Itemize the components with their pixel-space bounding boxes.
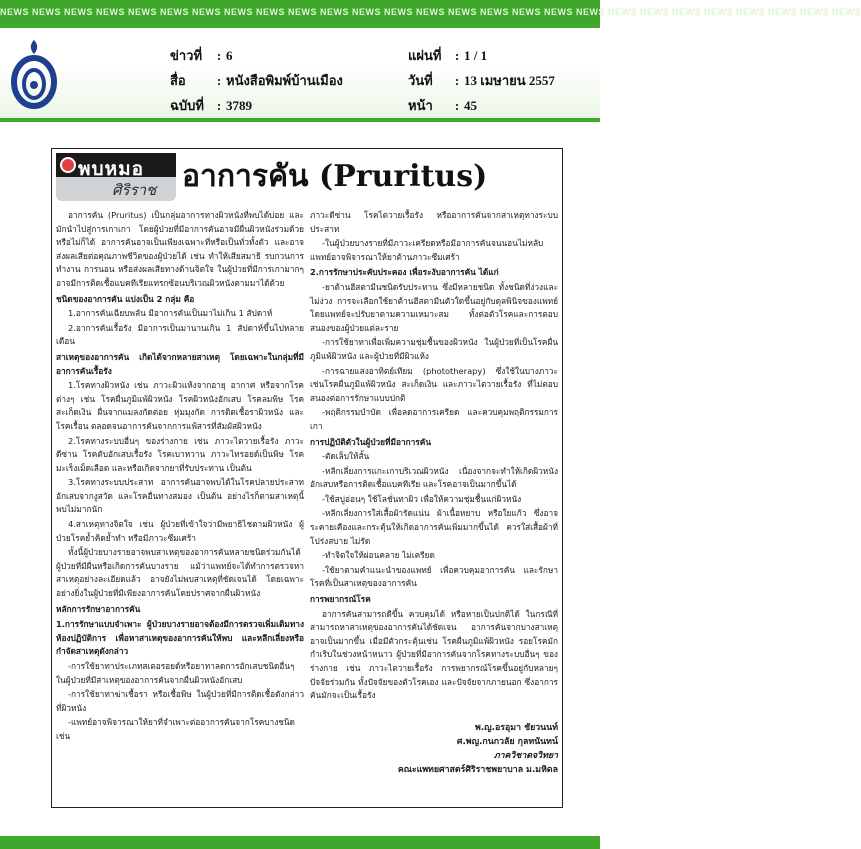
news-banner-text: NEWS NEWS NEWS NEWS NEWS NEWS NEWS NEWS NEWS NEWS NEWS NEWS NEWS NEWS NEWS NEWS NEWS NEWS NEWS NEWS NEWS NEWS NEWS NEWS NEWS NEWS NEWS bbox=[0, 7, 861, 17]
article-paragraph: -แพทย์อาจพิจารณาให้ยาที่จำเพาะต่ออาการคันจากโรคบางชนิด เช่น bbox=[56, 717, 295, 741]
article-paragraph: อาการคันสามารถดีขึ้น ควบคุมได้ หรือหายเป็นปกติได้ ในกรณีที่สามารถหาสาเหตุของอาการคันได้ชัดเจน อาการคันจากบางสาเหตุอาจเป็นมากขึ้น เมื่อมีตัวกระตุ้นเช่น โรคผื่นภูมิแพ้ผิวหนัง รอยโรคมักกำเริบในช่วงหน้าหนาว ผู้ป่วยที่มีอาการคันจากโรคทางระบบอื่นๆ ของร่างกาย เช่น ภาวะไตวายเรื้อรัง การพยากรณ์โรคขึ้นอยู่กับหลายๆ ปัจจัยร่วมกัน ทั้งปัจจัยของตัวโรคเอง และปัจจัยจากภายนอก ซึ่งอาการคันมักจะเป็นเรื้อรัง bbox=[310, 608, 558, 701]
coauthor-name: ศ.พญ.กนกวลัย กุลทนันทน์ bbox=[456, 737, 558, 747]
page-number: หน้า : 45 bbox=[408, 98, 477, 113]
article-paragraph: -การฉายแสงอาทิตย์เทียม (phototherapy) ซึ่งใช้ในบางภาวะ เช่นโรคผื่นภูมิแพ้ผิวหนัง สะเก็ดเงิน และภาวะไตวายเรื้อรัง ที่ไม่ตอบสนองต่อการรักษาแบบปกติ bbox=[310, 365, 558, 403]
article-paragraph: -พฤติกรรมบำบัด เพื่อลดอาการเครียด และควบคุมพฤติกรรมการเกา bbox=[310, 407, 558, 431]
article-paragraph: -การใช้ยาทาประเภทสเตอรอยด์หรือยาทาลดการอักเสบชนิดอื่นๆ ในผู้ป่วยที่มีสาเหตุของอาการคันจากผื่นผิวหนังอักเสบ bbox=[56, 661, 295, 685]
article-paragraph: ทั้งนี้ผู้ป่วยบางรายอาจพบสาเหตุของอาการคันหลายชนิดร่วมกันได้ ผู้ป่วยที่มีผื่นหรือเกิดการคันบางราย แม้ว่าแพทย์จะได้ทำการตรวจหาสาเหตุอย่างละเอียดแล้ว อาจยังไม่พบสาเหตุที่ชัดเจนได้ โดยเฉพาะอย่างยิ่งในผู้ป่วยที่มีเพียงอาการคันโดยปราศจากผื่นผิวหนัง bbox=[56, 547, 304, 599]
article-paragraph: ชนิดของอาการคัน แบ่งเป็น 2 กลุ่ม คือ bbox=[56, 293, 195, 304]
university-seal-icon bbox=[10, 38, 58, 110]
column-title: พบหมอ bbox=[78, 159, 145, 180]
article-paragraph: -ในผู้ป่วยบางรายที่มีภาวะเครียดหรือมีอาการคันจนนอนไม่หลับ แพทย์อาจพิจารณาให้ยาต้านภาวะซึมเศร้า bbox=[310, 238, 544, 262]
article-paragraph: ภาวะดีซ่าน โรคไตวายเรื้อรัง หรืออาการคันจากสาเหตุทางระบบประสาท bbox=[310, 210, 558, 234]
article-paragraph: การพยากรณ์โรค bbox=[310, 594, 371, 605]
article-paragraph: 1.อาการคันเฉียบพลัน มีอาการคันเป็นมาไม่เกิน 1 สัปดาห์ bbox=[68, 308, 273, 319]
article-paragraph: 4.สาเหตุทางจิตใจ เช่น ผู้ป่วยที่เข้าใจว่ามีพยาธิไชตามผิวหนัง ผู้ป่วยโรคย้ำคิดย้ำทำ หรือมีภาวะซึมเศร้า bbox=[56, 519, 304, 543]
column-subtitle: ศิริราช bbox=[112, 183, 157, 199]
column-banner bbox=[56, 153, 176, 201]
article-headline: อาการคัน (Pruritus) bbox=[182, 159, 488, 194]
media-source-value: หนังสือพิมพ์บ้านเมือง bbox=[226, 73, 343, 88]
bottom-band bbox=[0, 836, 600, 849]
issue-number-value: 3789 bbox=[226, 98, 252, 113]
article-paragraph: -หลีกเลี่ยงการใส่เสื้อผ้ารัดแน่น ผ้าเนื้อหยาบ หรือใยแก้ว ซึ่งอาจระคายเคืองและกระตุ้นให้เกิดอาการคันเพิ่มมากขึ้นได้ ควรใส่เสื้อผ้าที่โปร่งสบาย ไม่รัด bbox=[310, 508, 558, 546]
stethoscope-icon bbox=[60, 157, 76, 173]
top-news-band bbox=[0, 0, 861, 28]
page-number-value: 45 bbox=[464, 98, 477, 113]
article-paragraph: การปฏิบัติตัวในผู้ป่วยที่มีอาการคัน bbox=[310, 436, 431, 447]
article-paragraph: สาเหตุของอาการคัน เกิดได้จากหลายสาเหตุ โดยเฉพาะในกลุ่มที่มีอาการคันเรื้อรัง bbox=[56, 351, 304, 376]
article-paragraph: -ยาต้านฮีสตามีนชนิดรับประทาน ซึ่งมีหลายชนิด ทั้งชนิดที่ง่วงและไม่ง่วง การจะเลือกใช้ยาต้านฮีสตามีนตัวใดขึ้นอยู่กับดุลพินิจของแพทย์ โดยแพทย์จะปรับยาตามความเหมาะสม ทั้งต่อตัวโรคและการตอบสนองของผู้ป่วยแต่ละราย bbox=[310, 281, 558, 333]
article-paragraph: 2.การรักษาประคับประคอง เพื่อระงับอาการคัน ได้แก่ bbox=[310, 267, 499, 278]
article-paragraph: -ใช้สบู่อ่อนๆ ใช้โลชั่นทาผิว เพื่อให้ความชุ่มชื้นแก่ผิวหนัง bbox=[322, 493, 522, 504]
sheet-number: แผ่นที่ : 1 / 1 bbox=[408, 48, 488, 63]
article-paragraph: -การใช้ยาทาเพื่อเพิ่มความชุ่มชื้นของผิวหนัง ในผู้ป่วยที่เป็นโรคผื่นภูมิแพ้ผิวหนัง และผู้ป่วยที่มีผิวแห้ง bbox=[310, 337, 558, 361]
article-paragraph: -ตัดเล็บให้สั้น bbox=[322, 451, 370, 462]
sheet-number-value: 1 / 1 bbox=[464, 48, 488, 63]
article-paragraph: -ใช้ยาตามคำแนะนำของแพทย์ เพื่อควบคุมอาการคัน และรักษาโรคที่เป็นสาเหตุของอาการคัน bbox=[310, 564, 558, 589]
news-number: ข่าวที่ : 6 bbox=[170, 48, 233, 63]
article-paragraph: 2.อาการคันเรื้อรัง มีอาการเป็นมานานเกิน 1 สัปดาห์ขึ้นไปหลายเดือน bbox=[56, 322, 304, 347]
media-source: สื่อ : หนังสือพิมพ์บ้านเมือง bbox=[170, 73, 343, 88]
article-paragraph: 2.โรคทางระบบอื่นๆ ของร่างกาย เช่น ภาวะไตวายเรื้อรัง ภาวะดีซ่าน โรคตับอักเสบเรื้อรัง โรคเบาหวาน ภาวะไทรอยด์เป็นพิษ โรคมะเร็งเม็ดเลือด และหรือเกิดจากยาที่รับประทาน เป็นต้น bbox=[56, 435, 304, 473]
article-paragraph: หลักการรักษาอาการคัน bbox=[56, 603, 141, 614]
author-signature bbox=[310, 721, 558, 777]
article-paragraph: อาการคัน (Pruritus) เป็นกลุ่มอาการทางผิวหนังที่พบได้บ่อย และมักนำไปสู่การเกาเกา โดยผู้ป่วยที่มีอาการคันอาจมีผื่นผิวหนังร่วมด้วยหรือไม่ก็ได้ อาการคันอาจเป็นเพียงเฉพาะที่หรือเป็นทั่วทั้งตัว และอาจส่งผลเสียต่อคุณภาพชีวิตของผู้ป่วยได้ เช่น ทำให้เสียสมาธิ รบกวนการทำงาน การนอน หรือส่งผลเสียทางด้านจิตใจ ในผู้ป่วยที่มีการเกามากๆ อาจมีการติดเชื้อแบคทีเรียแทรกซ้อนบริเวณผิวหนังตามมาได้ด้วย bbox=[56, 210, 304, 288]
author-department: ภาควิชาตจวิทยา bbox=[493, 751, 558, 761]
publish-date-value: 13 เมษายน 2557 bbox=[464, 73, 555, 88]
author-name: พ.ญ.อรอุมา ชัยวนนท์ bbox=[475, 723, 558, 733]
article-clipping bbox=[51, 148, 563, 808]
article-left-column bbox=[56, 209, 304, 745]
news-number-value: 6 bbox=[226, 48, 233, 63]
article-paragraph: -การใช้ยาทาฆ่าเชื้อรา หรือเชื้อพิษ ในผู้ป่วยที่มีการติดเชื้อดังกล่าวที่ผิวหนัง bbox=[56, 689, 304, 713]
publish-date: วันที่ : 13 เมษายน 2557 bbox=[408, 73, 555, 88]
article-paragraph: 1.การรักษาแบบจำเพาะ ผู้ป่วยบางรายอาจต้องมีการตรวจเพิ่มเติมทางห้องปฏิบัติการ เพื่อหาสาเหตุของอาการคันให้พบ และหลีกเลี่ยงหรือกำจัดสาเหตุดังกล่าว bbox=[56, 619, 304, 657]
article-paragraph: -ทำจิตใจให้ผ่อนคลาย ไม่เครียด bbox=[322, 550, 435, 561]
article-right-column bbox=[310, 209, 558, 704]
issue-number: ฉบับที่ : 3789 bbox=[170, 98, 252, 113]
article-paragraph: -หลีกเลี่ยงการแกะเกาบริเวณผิวหนัง เนื่องจากจะทำให้เกิดผิวหนังอักเสบหรือการติดเชื้อแบคทีเรีย และโรคอาจเป็นมากขึ้นได้ bbox=[310, 465, 558, 490]
header-divider bbox=[0, 118, 600, 122]
author-faculty: คณะแพทยศาสตร์ศิริราชพยาบาล ม.มหิดล bbox=[397, 765, 558, 775]
article-paragraph: 1.โรคทางผิวหนัง เช่น ภาวะผิวแห้งจากอายุ อากาศ หรือจากโรคต่างๆ เช่น โรคผื่นภูมิแพ้ผิวหนัง โรคผิวหนังอักเสบ โรคลมพิษ โรคสะเก็ดเงิน ผื่นจากแมลงกัดต่อย หุ่มมุงกัด การติดเชื้อราผิวหนัง และโรคเรื้อน ตลอดจนอาการคันจากการแพ้สารที่สัมผัสผิวหนัง bbox=[56, 380, 304, 431]
article-paragraph: 3.โรคทางระบบประสาท อาการคันอาจพบได้ในโรคปลายประสาทอักเสบจากงูสวัด และโรคอื่นทางสมอง เป็นต้น อย่างไรก็ตามสาเหตุนี้พบไม่มากนัก bbox=[56, 477, 304, 515]
